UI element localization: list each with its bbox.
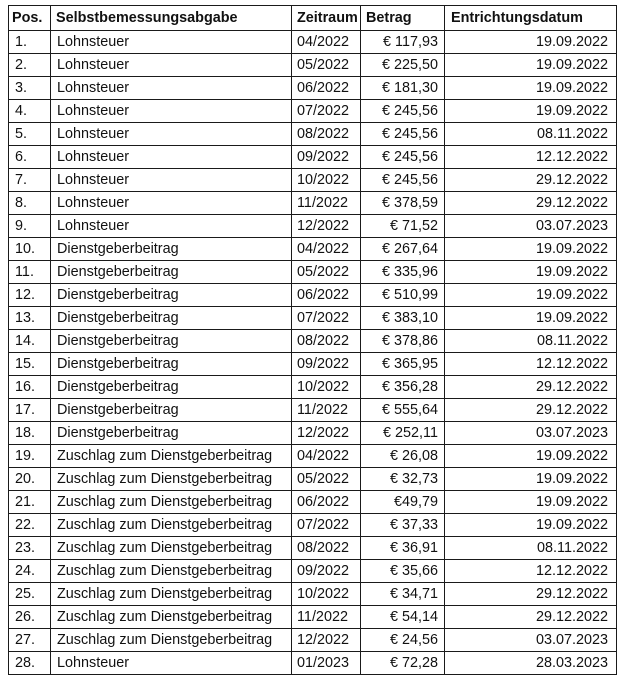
cell-description: Lohnsteuer <box>51 146 292 169</box>
cell-pos: 23. <box>9 537 51 560</box>
cell-amount: € 252,11 <box>361 422 445 445</box>
cell-period: 05/2022 <box>292 54 361 77</box>
cell-description: Zuschlag zum Dienstgeberbeitrag <box>51 537 292 560</box>
cell-description: Lohnsteuer <box>51 123 292 146</box>
cell-amount: € 245,56 <box>361 146 445 169</box>
cell-description: Zuschlag zum Dienstgeberbeitrag <box>51 560 292 583</box>
cell-amount: € 181,30 <box>361 77 445 100</box>
cell-description: Lohnsteuer <box>51 192 292 215</box>
cell-pos: 26. <box>9 606 51 629</box>
table-row <box>9 560 617 583</box>
cell-pos: 15. <box>9 353 51 376</box>
cell-period: 04/2022 <box>292 238 361 261</box>
table-row <box>9 399 617 422</box>
cell-amount: € 555,64 <box>361 399 445 422</box>
cell-period: 06/2022 <box>292 77 361 100</box>
cell-pos: 20. <box>9 468 51 491</box>
cell-description: Lohnsteuer <box>51 77 292 100</box>
cell-description: Zuschlag zum Dienstgeberbeitrag <box>51 445 292 468</box>
cell-date: 19.09.2022 <box>445 77 617 100</box>
cell-date: 03.07.2023 <box>445 215 617 238</box>
cell-amount: €49,79 <box>361 491 445 514</box>
cell-date: 19.09.2022 <box>445 284 617 307</box>
cell-amount: € 24,56 <box>361 629 445 652</box>
cell-description: Lohnsteuer <box>51 215 292 238</box>
cell-date: 19.09.2022 <box>445 238 617 261</box>
table-row <box>9 376 617 399</box>
cell-period: 06/2022 <box>292 491 361 514</box>
cell-pos: 24. <box>9 560 51 583</box>
cell-date: 29.12.2022 <box>445 192 617 215</box>
cell-description: Lohnsteuer <box>51 31 292 54</box>
cell-period: 10/2022 <box>292 169 361 192</box>
cell-description: Zuschlag zum Dienstgeberbeitrag <box>51 468 292 491</box>
cell-period: 08/2022 <box>292 537 361 560</box>
cell-amount: € 26,08 <box>361 445 445 468</box>
cell-description: Lohnsteuer <box>51 652 292 675</box>
cell-description: Dienstgeberbeitrag <box>51 376 292 399</box>
cell-period: 12/2022 <box>292 629 361 652</box>
cell-pos: 18. <box>9 422 51 445</box>
cell-pos: 22. <box>9 514 51 537</box>
cell-period: 05/2022 <box>292 261 361 284</box>
cell-period: 12/2022 <box>292 422 361 445</box>
cell-description: Lohnsteuer <box>51 169 292 192</box>
cell-description: Zuschlag zum Dienstgeberbeitrag <box>51 583 292 606</box>
cell-date: 12.12.2022 <box>445 560 617 583</box>
header-period: Zeitraum <box>292 6 361 31</box>
tax-payments-document <box>8 5 616 675</box>
cell-amount: € 356,28 <box>361 376 445 399</box>
table-row <box>9 491 617 514</box>
table-header-row <box>9 6 617 31</box>
table-row <box>9 192 617 215</box>
cell-amount: € 378,59 <box>361 192 445 215</box>
cell-pos: 27. <box>9 629 51 652</box>
cell-period: 10/2022 <box>292 583 361 606</box>
cell-pos: 8. <box>9 192 51 215</box>
cell-date: 29.12.2022 <box>445 583 617 606</box>
cell-date: 19.09.2022 <box>445 261 617 284</box>
cell-date: 08.11.2022 <box>445 330 617 353</box>
cell-description: Dienstgeberbeitrag <box>51 353 292 376</box>
cell-period: 09/2022 <box>292 353 361 376</box>
table-row <box>9 422 617 445</box>
table-row <box>9 284 617 307</box>
cell-pos: 7. <box>9 169 51 192</box>
cell-description: Dienstgeberbeitrag <box>51 422 292 445</box>
cell-pos: 13. <box>9 307 51 330</box>
cell-description: Dienstgeberbeitrag <box>51 330 292 353</box>
cell-period: 05/2022 <box>292 468 361 491</box>
table-row <box>9 77 617 100</box>
cell-date: 12.12.2022 <box>445 353 617 376</box>
cell-amount: € 245,56 <box>361 100 445 123</box>
cell-description: Dienstgeberbeitrag <box>51 399 292 422</box>
table-row <box>9 353 617 376</box>
header-date: Entrichtungsdatum <box>445 6 617 31</box>
cell-pos: 16. <box>9 376 51 399</box>
table-row <box>9 514 617 537</box>
cell-pos: 3. <box>9 77 51 100</box>
table-row <box>9 468 617 491</box>
cell-amount: € 225,50 <box>361 54 445 77</box>
cell-date: 19.09.2022 <box>445 54 617 77</box>
cell-amount: € 36,91 <box>361 537 445 560</box>
table-row <box>9 146 617 169</box>
cell-amount: € 35,66 <box>361 560 445 583</box>
cell-period: 07/2022 <box>292 100 361 123</box>
cell-date: 29.12.2022 <box>445 606 617 629</box>
cell-date: 19.09.2022 <box>445 307 617 330</box>
cell-date: 29.12.2022 <box>445 399 617 422</box>
cell-period: 06/2022 <box>292 284 361 307</box>
cell-date: 19.09.2022 <box>445 31 617 54</box>
table-row <box>9 330 617 353</box>
cell-date: 19.09.2022 <box>445 468 617 491</box>
table-row <box>9 606 617 629</box>
cell-amount: € 245,56 <box>361 169 445 192</box>
header-pos: Pos. <box>9 6 51 31</box>
cell-description: Zuschlag zum Dienstgeberbeitrag <box>51 629 292 652</box>
cell-description: Zuschlag zum Dienstgeberbeitrag <box>51 514 292 537</box>
cell-amount: € 245,56 <box>361 123 445 146</box>
cell-description: Dienstgeberbeitrag <box>51 307 292 330</box>
cell-amount: € 32,73 <box>361 468 445 491</box>
cell-amount: € 117,93 <box>361 31 445 54</box>
table-row <box>9 215 617 238</box>
table-row <box>9 261 617 284</box>
cell-date: 03.07.2023 <box>445 629 617 652</box>
cell-amount: € 72,28 <box>361 652 445 675</box>
cell-amount: € 510,99 <box>361 284 445 307</box>
cell-date: 28.03.2023 <box>445 652 617 675</box>
cell-amount: € 34,71 <box>361 583 445 606</box>
cell-period: 09/2022 <box>292 146 361 169</box>
cell-description: Lohnsteuer <box>51 100 292 123</box>
table-row <box>9 123 617 146</box>
table-row <box>9 537 617 560</box>
cell-amount: € 365,95 <box>361 353 445 376</box>
cell-date: 03.07.2023 <box>445 422 617 445</box>
cell-description: Zuschlag zum Dienstgeberbeitrag <box>51 606 292 629</box>
table-row <box>9 307 617 330</box>
cell-period: 11/2022 <box>292 399 361 422</box>
cell-amount: € 378,86 <box>361 330 445 353</box>
cell-amount: € 71,52 <box>361 215 445 238</box>
table-row <box>9 652 617 675</box>
table-row <box>9 169 617 192</box>
cell-pos: 25. <box>9 583 51 606</box>
cell-period: 04/2022 <box>292 445 361 468</box>
cell-period: 09/2022 <box>292 560 361 583</box>
cell-pos: 14. <box>9 330 51 353</box>
cell-date: 29.12.2022 <box>445 169 617 192</box>
cell-pos: 21. <box>9 491 51 514</box>
cell-date: 19.09.2022 <box>445 100 617 123</box>
table-row <box>9 238 617 261</box>
cell-date: 08.11.2022 <box>445 537 617 560</box>
cell-pos: 1. <box>9 31 51 54</box>
table-row <box>9 583 617 606</box>
cell-pos: 10. <box>9 238 51 261</box>
cell-pos: 19. <box>9 445 51 468</box>
cell-date: 19.09.2022 <box>445 445 617 468</box>
cell-date: 29.12.2022 <box>445 376 617 399</box>
cell-pos: 2. <box>9 54 51 77</box>
cell-pos: 12. <box>9 284 51 307</box>
cell-date: 12.12.2022 <box>445 146 617 169</box>
table-row <box>9 31 617 54</box>
cell-period: 07/2022 <box>292 514 361 537</box>
cell-description: Dienstgeberbeitrag <box>51 261 292 284</box>
cell-period: 11/2022 <box>292 606 361 629</box>
cell-amount: € 54,14 <box>361 606 445 629</box>
cell-period: 01/2023 <box>292 652 361 675</box>
cell-amount: € 383,10 <box>361 307 445 330</box>
cell-description: Zuschlag zum Dienstgeberbeitrag <box>51 491 292 514</box>
cell-date: 19.09.2022 <box>445 514 617 537</box>
cell-period: 08/2022 <box>292 123 361 146</box>
cell-period: 12/2022 <box>292 215 361 238</box>
cell-period: 08/2022 <box>292 330 361 353</box>
cell-date: 08.11.2022 <box>445 123 617 146</box>
cell-period: 10/2022 <box>292 376 361 399</box>
cell-amount: € 37,33 <box>361 514 445 537</box>
cell-pos: 28. <box>9 652 51 675</box>
header-amount: Betrag <box>361 6 445 31</box>
cell-pos: 9. <box>9 215 51 238</box>
tax-payments-table <box>8 5 617 675</box>
table-row <box>9 54 617 77</box>
table-row <box>9 629 617 652</box>
cell-date: 19.09.2022 <box>445 491 617 514</box>
header-description: Selbstbemessungsabgabe <box>51 6 292 31</box>
cell-pos: 11. <box>9 261 51 284</box>
cell-description: Dienstgeberbeitrag <box>51 238 292 261</box>
cell-period: 07/2022 <box>292 307 361 330</box>
cell-period: 11/2022 <box>292 192 361 215</box>
cell-amount: € 335,96 <box>361 261 445 284</box>
cell-pos: 5. <box>9 123 51 146</box>
cell-pos: 17. <box>9 399 51 422</box>
cell-amount: € 267,64 <box>361 238 445 261</box>
cell-description: Lohnsteuer <box>51 54 292 77</box>
cell-pos: 4. <box>9 100 51 123</box>
table-row <box>9 445 617 468</box>
cell-period: 04/2022 <box>292 31 361 54</box>
table-row <box>9 100 617 123</box>
cell-pos: 6. <box>9 146 51 169</box>
cell-description: Dienstgeberbeitrag <box>51 284 292 307</box>
